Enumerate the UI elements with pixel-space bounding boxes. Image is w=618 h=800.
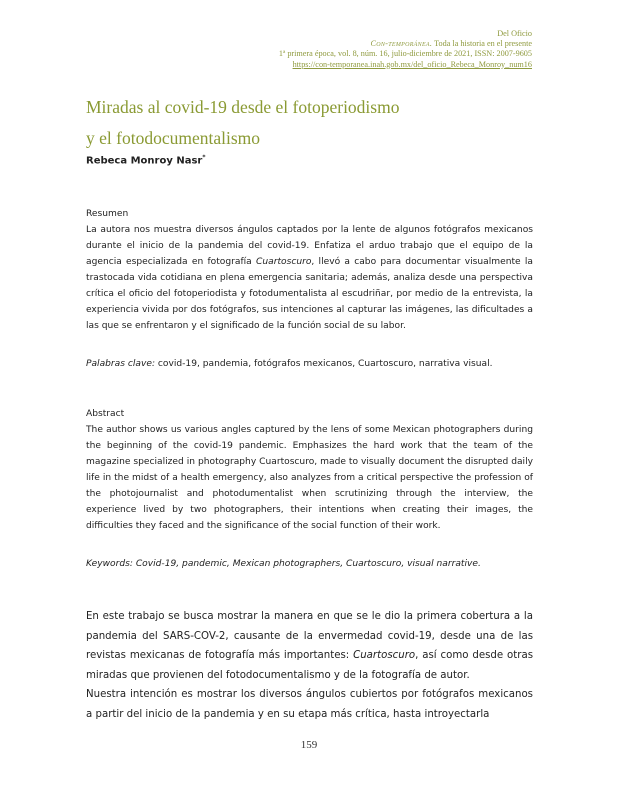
resumen-section	[86, 206, 533, 334]
resumen-label: Resumen	[86, 209, 129, 219]
body1-italic: Cuartoscuro	[353, 650, 416, 661]
keywords	[86, 556, 533, 572]
palabras-clave-label: Palabras clave:	[86, 359, 156, 369]
keywords-label: Keywords:	[86, 559, 133, 569]
article-title	[86, 92, 546, 154]
resumen-italic: Cuartoscuro	[256, 257, 312, 267]
author-footnote-mark: *	[202, 154, 206, 161]
header-journal	[212, 39, 532, 49]
abstract-label: Abstract	[86, 409, 125, 419]
keywords-text: Covid-19, pandemic, Mexican photographers, Cuartoscuro, visual narrative.	[132, 559, 481, 569]
body1-text-2: , así como desde otras miradas que provienen del fotodocumentalismo y de la fotografía de autor.	[86, 650, 533, 681]
palabras-clave-text: covid-19, pandemia, fotógrafos mexicanos, Cuartoscuro, narrativa visual.	[155, 359, 493, 369]
header-issue: 1ª primera época, vol. 8, núm. 16, julio-diciembre de 2021, ISSN: 2007-9605	[278, 49, 532, 59]
article-url-link[interactable]: https://con-temporanea.inah.gob.mx/del_oficio_Rebeca_Monroy_num16	[292, 59, 532, 69]
author-name	[86, 154, 205, 166]
abstract-section	[86, 406, 533, 534]
journal-subtitle: Toda la historia en el presente	[432, 39, 532, 49]
abstract-text: The author shows us various angles captured by the lens of some Mexican photographers during the beginning of the covid-19 pandemic. Emphasizes the hard work that the team of the magazine specialized in photography Cuartoscuro, made to visually document the disrupted daily life in the midst of a health emergency, also analyzes from a critical perspective the profession of the photojournalist and photodumentalist when scrutinizing through the interview, the experience lived by two photographers, their intentions when creating their images, the difficulties they faced and the significance of the social function of their work.	[86, 425, 533, 531]
palabras-clave	[86, 356, 533, 372]
body-paragraph-2: Nuestra intención es mostrar los diversos ángulos cubiertos por fotógrafos mexicanos a partir del inicio de la pandemia y en su etapa más crítica, hasta introyectarla	[86, 689, 533, 720]
page-number: 159	[300, 739, 318, 751]
body-paragraph-1	[86, 607, 533, 685]
journal-name: Con-temporánea.	[370, 39, 433, 49]
resumen-text-2: , llevó a cabo para documentar visualmente la trastocada vida cotidiana en plena emergencia sanitaria; además, analiza desde una perspectiva crítica el oficio del fotoperiodista y fotodumentalista al escudriñar, por medio de la entrevista, la experiencia vivida por dos fotógrafos, sus intenciones al capturar las imágenes, las dificultades a las que se enfrentaron y el significado de la función social de su labor.	[86, 257, 533, 331]
author-text: Rebeca Monroy Nasr	[86, 155, 203, 167]
body1-text-1: En este trabajo se busca mostrar la manera en que se le dio la primera cobertura a la pandemia del SARS-COV-2, causante de la envermedad covid-19, desde una de las revistas mexicanas de fotografía más importantes:	[86, 611, 533, 661]
running-header	[212, 29, 532, 70]
resumen-text-1: La autora nos muestra diversos ángulos captados por la lente de algunos fotógrafos mexicanos durante el inicio de la pandemia del covid-19. Enfatiza el arduo trabajo que el equipo de la agencia especializada en fotografía	[86, 225, 533, 267]
title-line-2: y el fotodocumentalismo	[86, 128, 260, 148]
header-section: Del Oficio	[497, 29, 532, 38]
title-line-1: Miradas al covid-19 desde el fotoperiodismo	[86, 97, 400, 117]
